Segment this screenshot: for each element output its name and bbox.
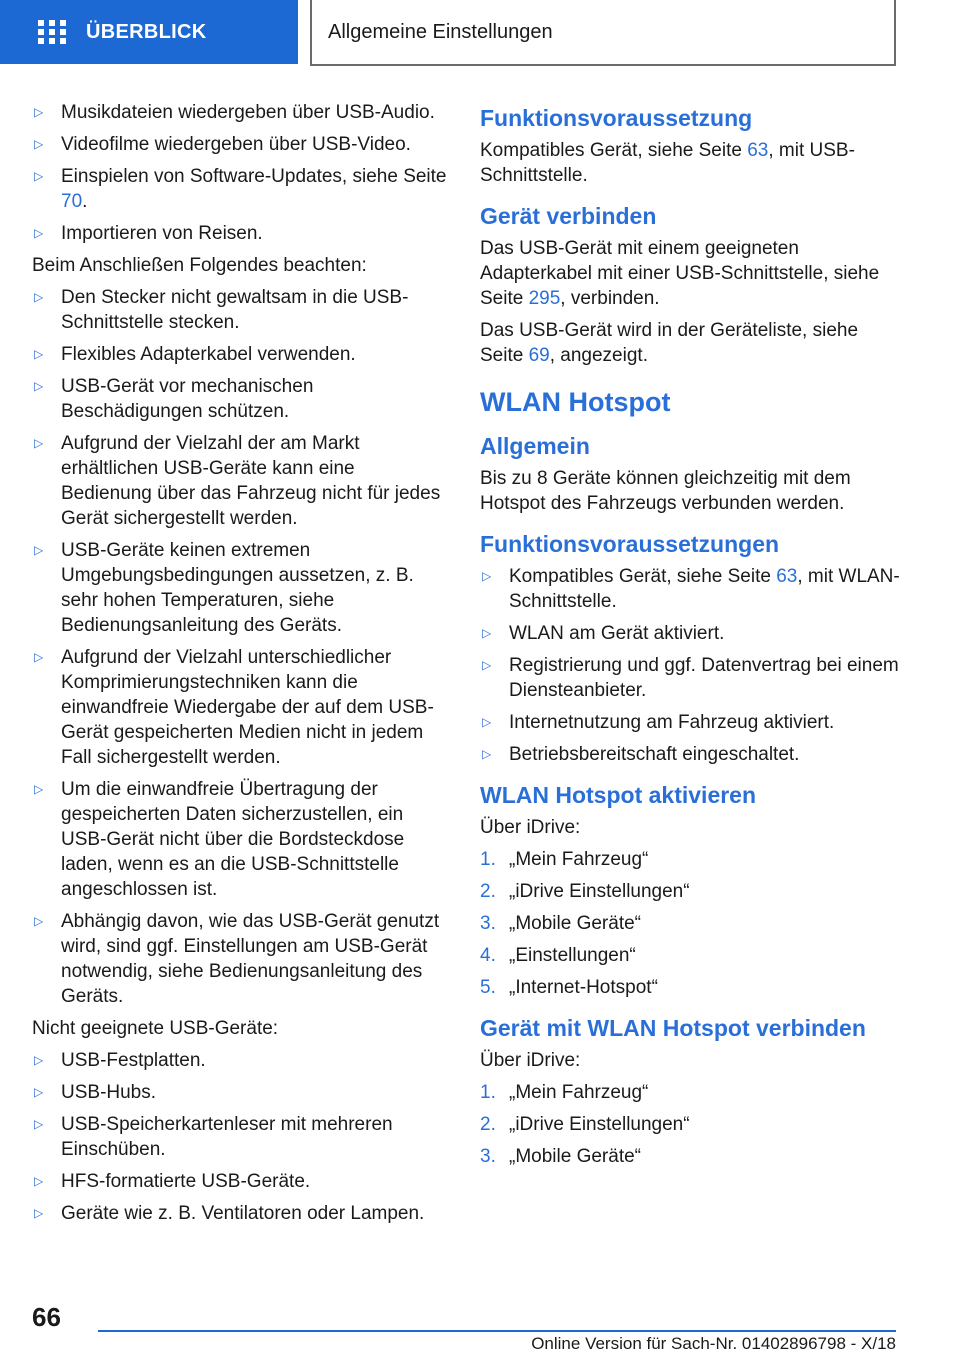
step-item — [480, 1112, 900, 1137]
unsuitable-intro: Nicht geeignete USB-Geräte: — [32, 1018, 279, 1039]
page-header — [0, 0, 960, 66]
step-label: „Mein Fahrzeug“ — [509, 1082, 649, 1103]
page-link[interactable]: 63 — [776, 566, 798, 587]
activate-intro: Über iDrive: — [480, 817, 581, 838]
right-column — [480, 100, 900, 1176]
bullet-triangle-icon: ▷ — [34, 226, 44, 240]
bullet-triangle-icon: ▷ — [482, 626, 492, 640]
footer-version-text: Online Version für Sach-Nr. 01402896798 - X/18 — [531, 1334, 896, 1353]
pair-heading: Gerät mit WLAN Hotspot verbinden — [480, 1015, 866, 1041]
list-item: ▷ Internetnutzung am Fahrzeug aktiviert. — [482, 712, 835, 733]
general-heading: Allgemein — [480, 433, 590, 459]
connect-heading: Gerät verbinden — [480, 203, 657, 229]
list-item: ▷ USB-Hubs. — [34, 1082, 157, 1103]
bullet-triangle-icon: ▷ — [482, 747, 492, 761]
step-item — [480, 911, 900, 936]
requirements-list — [480, 564, 900, 767]
step-item — [480, 1144, 900, 1169]
step-number: 1. — [480, 1082, 496, 1103]
activate-heading: WLAN Hotspot aktivieren — [480, 782, 757, 808]
step-item — [480, 943, 900, 968]
pair-intro: Über iDrive: — [480, 1050, 581, 1071]
list-item: ▷ USB-Geräte keinen extremen Umgebungsbedingungen aussetzen, z. B. sehr hohen Temperaturen, siehe Bedienungsanleitung des Geräts. — [34, 540, 414, 636]
section-tab-label: Allgemeine Einstellungen — [328, 20, 553, 43]
connect-intro: Beim Anschließen Folgendes beachten: — [32, 255, 367, 276]
bullet-triangle-icon: ▷ — [34, 1085, 44, 1099]
list-item: ▷ USB-Festplatten. — [34, 1050, 206, 1071]
list-item: ▷ Videofilme wiedergeben über USB-Video. — [34, 134, 411, 155]
connect-paragraph-2: Das USB-Gerät wird in der Geräteliste, siehe Seite 69, angezeigt. — [480, 320, 859, 366]
requirement-heading: Funktionsvoraussetzung — [480, 105, 753, 131]
requirement-text: Kompatibles Gerät, siehe Seite 63, mit USB-Schnittstelle. — [480, 140, 855, 186]
bullet-triangle-icon: ▷ — [34, 914, 44, 928]
pair-steps-list — [480, 1080, 900, 1169]
bullet-triangle-icon: ▷ — [482, 569, 492, 583]
list-item: ▷ WLAN am Gerät aktiviert. — [482, 623, 725, 644]
list-item: ▷ Aufgrund der Vielzahl unterschiedlicher Komprimierungstechniken kann die einwandfreie Wiedergabe der auf dem USB-Gerät gespeicherten Medien nicht in jedem Fall sichergestellt werden. — [34, 647, 434, 768]
page-link[interactable]: 295 — [528, 288, 561, 309]
bullet-triangle-icon: ▷ — [34, 105, 44, 119]
list-item: ▷ Um die einwandfreie Übertragung der gespeicherten Daten sicherzustellen, ein USB-Gerät nicht über die Bordsteckdose laden, wenn es an die USB-Schnittstelle angeschlossen ist. — [34, 779, 405, 900]
step-number: 2. — [480, 881, 496, 902]
connect-notes-list — [32, 285, 448, 1009]
left-column — [32, 100, 448, 1233]
section-tab[interactable] — [310, 0, 896, 66]
wlan-hotspot-heading: WLAN Hotspot — [480, 387, 671, 417]
list-item: ▷ Flexibles Adapterkabel verwenden. — [34, 344, 356, 365]
bullet-triangle-icon: ▷ — [34, 1206, 44, 1220]
step-label: „Mein Fahrzeug“ — [509, 849, 649, 870]
list-item: ▷ USB-Speicherkartenleser mit mehreren Einschüben. — [34, 1114, 393, 1160]
step-label: „Mobile Geräte“ — [509, 1146, 641, 1167]
list-item: ▷ Musikdateien wiedergeben über USB-Audio. — [34, 102, 435, 123]
page-link[interactable]: 63 — [747, 140, 769, 161]
general-text: Bis zu 8 Geräte können gleichzeitig mit dem Hotspot des Fahrzeugs verbunden werden. — [480, 468, 851, 514]
page-link[interactable]: 69 — [528, 345, 550, 366]
page-link[interactable]: 70 — [61, 191, 83, 212]
step-number: 1. — [480, 849, 496, 870]
list-item: ▷ Kompatibles Gerät, siehe Seite 63, mit WLAN-Schnittstelle. — [482, 566, 900, 612]
overview-tab[interactable] — [0, 0, 298, 64]
footer-divider — [98, 1330, 896, 1332]
step-number: 3. — [480, 1146, 496, 1167]
list-item: ▷ Abhängig davon, wie das USB-Gerät genutzt wird, sind ggf. Einstellungen am USB-Gerät notwendig, siehe Bedienungsanleitung des Geräts. — [34, 911, 440, 1007]
step-label: „Internet-Hotspot“ — [509, 977, 658, 998]
requirements-heading: Funktionsvoraussetzungen — [480, 531, 780, 557]
list-item: ▷ Registrierung und ggf. Datenvertrag bei einem Diensteanbieter. — [482, 655, 899, 701]
bullet-triangle-icon: ▷ — [34, 782, 44, 796]
bullet-triangle-icon: ▷ — [34, 379, 44, 393]
list-item: ▷ Den Stecker nicht gewaltsam in die USB-Schnittstelle stecken. — [34, 287, 409, 333]
bullet-triangle-icon: ▷ — [34, 290, 44, 304]
list-item: ▷ HFS-formatierte USB-Geräte. — [34, 1171, 311, 1192]
list-item: ▷ Aufgrund der Vielzahl der am Markt erhältlichen USB-Geräte kann eine Bedienung über das Fahrzeug nicht für jedes Gerät sichergestellt werden. — [34, 433, 441, 529]
step-label: „iDrive Einstellungen“ — [509, 1114, 690, 1135]
step-label: „Mobile Geräte“ — [509, 913, 641, 934]
step-item — [480, 879, 900, 904]
usb-functions-list — [32, 100, 448, 246]
bullet-triangle-icon: ▷ — [482, 715, 492, 729]
step-label: „Einstellungen“ — [509, 945, 636, 966]
unsuitable-devices-list — [32, 1048, 448, 1226]
overview-tab-label: ÜBERBLICK — [86, 20, 207, 43]
step-number: 3. — [480, 913, 496, 934]
list-item: ▷ Geräte wie z. B. Ventilatoren oder Lampen. — [34, 1203, 425, 1224]
step-label: „iDrive Einstellungen“ — [509, 881, 690, 902]
step-number: 2. — [480, 1114, 496, 1135]
list-item: ▷ USB-Gerät vor mechanischen Beschädigungen schützen. — [34, 376, 314, 422]
bullet-triangle-icon: ▷ — [482, 658, 492, 672]
bullet-triangle-icon: ▷ — [34, 436, 44, 450]
bullet-triangle-icon: ▷ — [34, 169, 44, 183]
step-item — [480, 847, 900, 872]
bullet-triangle-icon: ▷ — [34, 650, 44, 664]
bullet-triangle-icon: ▷ — [34, 1053, 44, 1067]
activate-steps-list — [480, 847, 900, 1000]
bullet-triangle-icon: ▷ — [34, 543, 44, 557]
bullet-triangle-icon: ▷ — [34, 137, 44, 151]
list-item: ▷ Betriebsbereitschaft eingeschaltet. — [482, 744, 800, 765]
list-item: ▷ Importieren von Reisen. — [34, 223, 263, 244]
page-number: 66 — [32, 1302, 61, 1332]
grid-icon — [38, 20, 66, 44]
step-number: 4. — [480, 945, 496, 966]
list-item: ▷ Einspielen von Software-Updates, siehe Seite 70. — [34, 166, 447, 212]
step-item — [480, 975, 900, 1000]
bullet-triangle-icon: ▷ — [34, 1117, 44, 1131]
bullet-triangle-icon: ▷ — [34, 1174, 44, 1188]
step-item — [480, 1080, 900, 1105]
connect-paragraph-1: Das USB-Gerät mit einem geeigneten Adapterkabel mit einer USB-Schnittstelle, siehe Seite 295, verbinden. — [480, 238, 880, 309]
step-number: 5. — [480, 977, 496, 998]
bullet-triangle-icon: ▷ — [34, 347, 44, 361]
